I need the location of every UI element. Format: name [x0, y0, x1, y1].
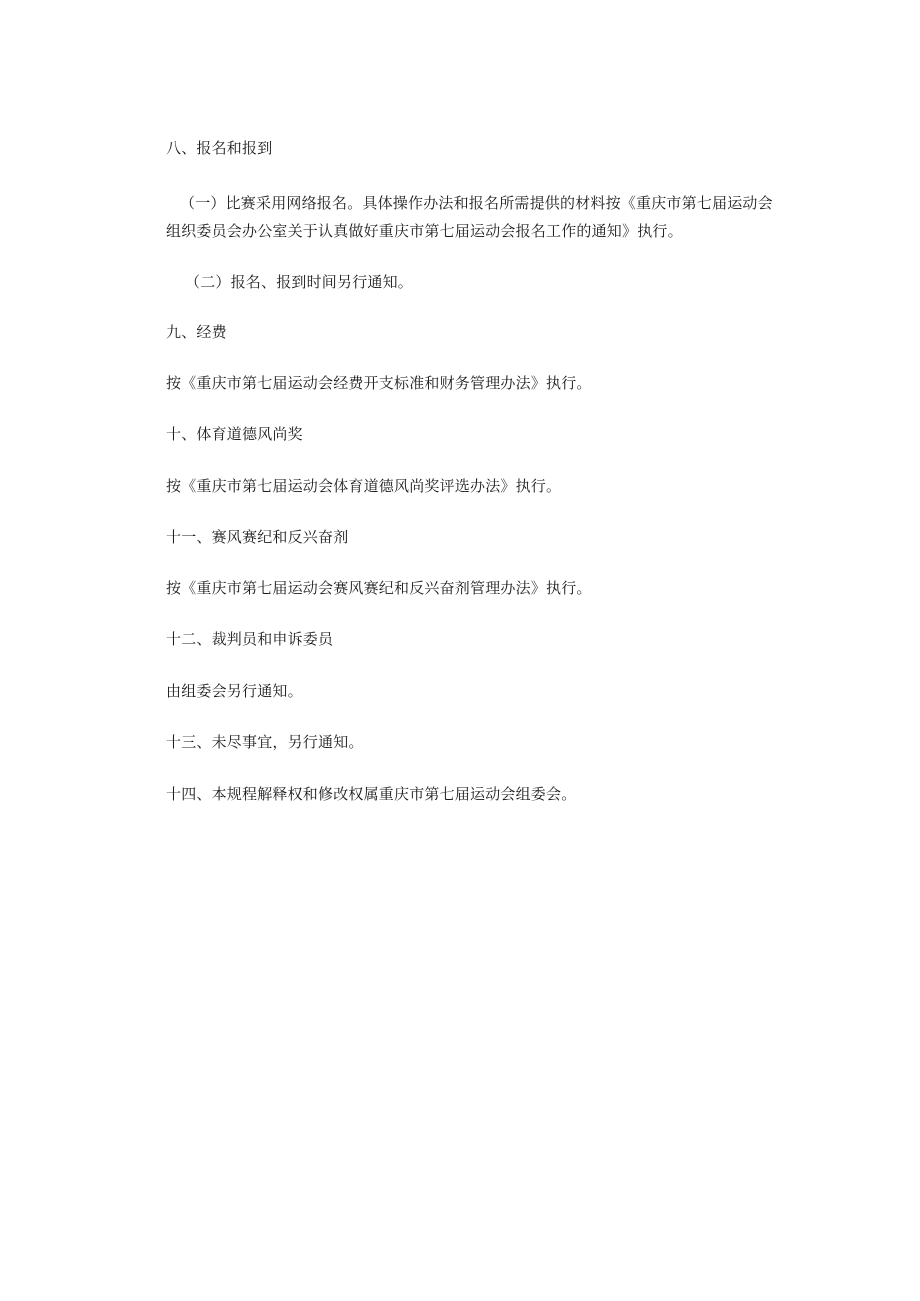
section-8-item-1-line-2: 组织委员会办公室关于认真做好重庆市第七届运动会报名工作的通知》执行。: [166, 222, 683, 240]
section-9-body: 按《重庆市第七届运动会经费开支标准和财务管理办法》执行。: [166, 374, 592, 392]
section-10-heading: 十、体育道德风尚奖: [166, 425, 303, 443]
section-10-body: 按《重庆市第七届运动会体育道德风尚奖评选办法》执行。: [166, 477, 562, 495]
section-14: 十四、本规程解释权和修改权属重庆市第七届运动会组委会。: [166, 785, 577, 803]
section-13: 十三、未尽事宜，另行通知。: [166, 733, 364, 751]
section-12-heading: 十二、裁判员和申诉委员: [166, 630, 334, 648]
section-8-item-1-line-1: （一）比赛采用网络报名。具体操作办法和报名所需提供的材料按《重庆市第七届运动会: [180, 194, 773, 212]
section-12-body: 由组委会另行通知。: [166, 682, 303, 700]
section-11-heading: 十一、赛风赛纪和反兴奋剂: [166, 528, 349, 546]
section-11-body: 按《重庆市第七届运动会赛风赛纪和反兴奋剂管理办法》执行。: [166, 579, 592, 597]
section-8-heading: 八、报名和报到: [166, 139, 273, 157]
section-8-item-2: （二）报名、报到时间另行通知。: [185, 273, 414, 291]
section-9-heading: 九、经费: [166, 323, 227, 341]
